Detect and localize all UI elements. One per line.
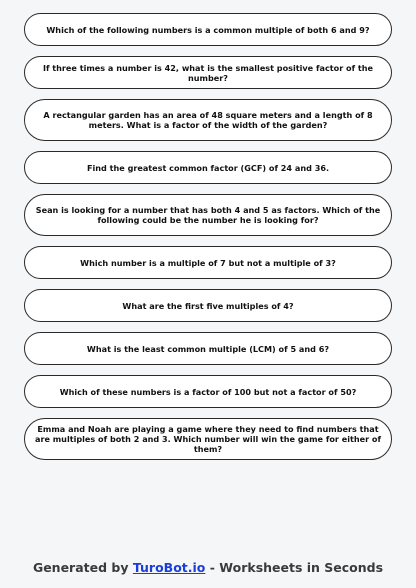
question-text: Sean is looking for a number that has both 4 and 5 as factors. Which of the following could be the number he is looking for?	[35, 205, 381, 225]
question-text: Which of these numbers is a factor of 100 but not a factor of 50?	[59, 386, 357, 397]
footer-suffix: - Worksheets in Seconds	[205, 560, 384, 575]
question-text: What is the least common multiple (LCM) of 5 and 6?	[86, 343, 330, 354]
question-text: Which number is a multiple of 7 but not a multiple of 3?	[80, 257, 336, 268]
question-card	[24, 99, 392, 141]
question-text: A rectangular garden has an area of 48 square meters and a length of 8 meters. What is a factor of the width of the garden?	[43, 110, 373, 130]
question-card	[24, 56, 392, 89]
turobot-link[interactable]: TuroBot.io	[132, 560, 206, 575]
footer	[0, 560, 416, 575]
question-text: What are the first five multiples of 4?	[122, 300, 294, 311]
question-card	[24, 375, 392, 408]
question-card	[24, 151, 392, 184]
question-card	[24, 289, 392, 322]
footer-prefix: Generated by	[32, 560, 133, 575]
question-card	[24, 332, 392, 365]
question-list	[24, 13, 392, 470]
question-card	[24, 13, 392, 46]
question-card	[24, 246, 392, 279]
question-card	[24, 194, 392, 236]
question-card	[24, 418, 392, 460]
question-text: Find the greatest common factor (GCF) of 24 and 36.	[86, 162, 330, 173]
question-text: Emma and Noah are playing a game where they need to find numbers that are multiples of both 2 and 3. Which number will win the game for either of them?	[34, 424, 382, 454]
question-text: Which of the following numbers is a common multiple of both 6 and 9?	[46, 24, 370, 35]
question-text: If three times a number is 42, what is the smallest positive factor of the number?	[42, 62, 374, 83]
